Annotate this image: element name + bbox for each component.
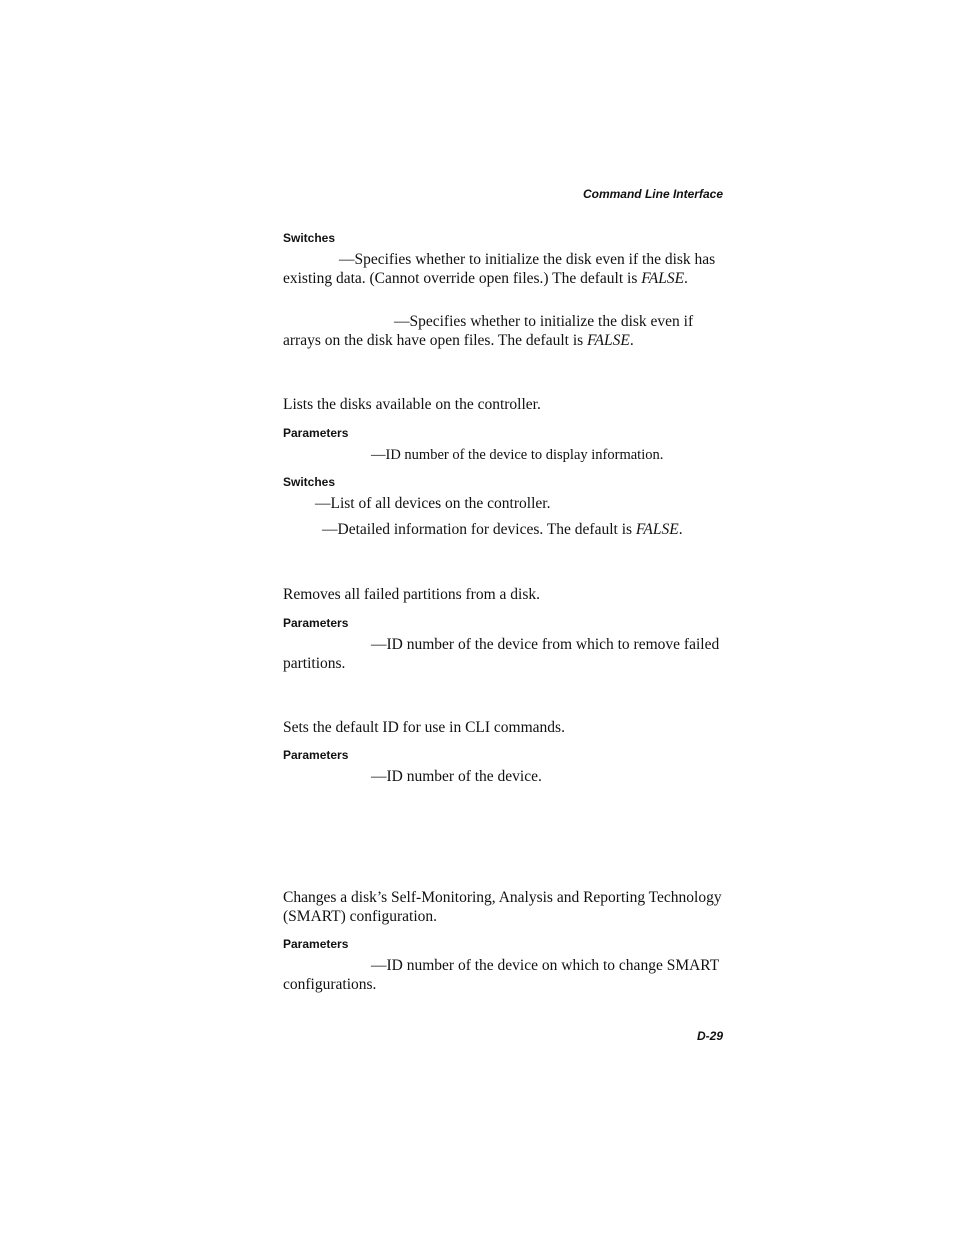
parameters-heading: Parameters <box>283 937 349 951</box>
switch-description: —Detailed information for devices. The default is FALSE. <box>322 521 683 538</box>
default-value: FALSE <box>587 331 630 349</box>
switch-description: —List of all devices on the controller. <box>315 495 551 512</box>
switches-heading: Switches <box>283 231 336 245</box>
parameter-description: —ID number of the device on which to change SMART configurations. <box>283 957 719 993</box>
parameter-description: —ID number of the device to display information. <box>371 447 664 463</box>
command-description: Sets the default ID for use in CLI commands. <box>283 719 565 736</box>
page-number: D-29 <box>696 1029 723 1043</box>
switch-description: —Specifies whether to initialize the disk even if the disk has existing data. (Cannot override open files.) The default is FALSE. <box>283 251 716 287</box>
default-value: FALSE <box>635 521 679 538</box>
parameter-description: —ID number of the device. <box>371 768 542 785</box>
parameter-description: —ID number of the device from which to remove failed partitions. <box>283 636 720 672</box>
parameters-heading: Parameters <box>283 748 349 762</box>
switches-heading: Switches <box>283 475 336 489</box>
parameters-heading: Parameters <box>283 616 349 630</box>
parameters-heading: Parameters <box>283 426 349 440</box>
switch-description: —Specifies whether to initialize the disk even if arrays on the disk have open files. The default is FALSE. <box>283 313 694 349</box>
running-header: Command Line Interface <box>582 187 723 201</box>
command-description: Changes a disk’s Self-Monitoring, Analysis and Reporting Technology (SMART) configuration. <box>283 889 722 925</box>
default-value: FALSE <box>641 269 685 287</box>
command-description: Lists the disks available on the controller. <box>283 396 541 413</box>
command-description: Removes all failed partitions from a disk. <box>283 586 540 603</box>
